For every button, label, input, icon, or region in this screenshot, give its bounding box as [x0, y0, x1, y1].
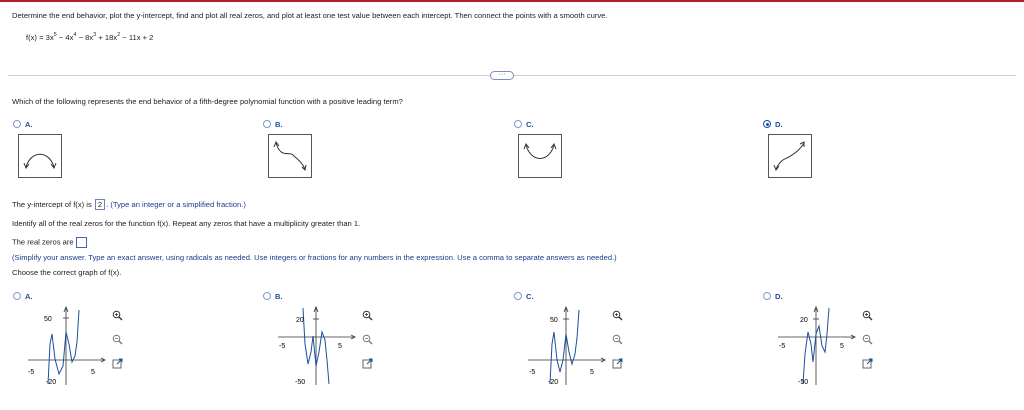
- top-accent-bar: [0, 0, 1024, 2]
- q1-option-d-radio[interactable]: [763, 120, 771, 128]
- graph-d-y-top: 20: [800, 317, 808, 324]
- q3-label-line: The real zeros are: [12, 237, 87, 248]
- q1-option-a-label[interactable]: A.: [25, 120, 33, 129]
- q1-prompt: Which of the following represents the end behavior of a fifth-degree polynomial function with a positive leading term?: [12, 97, 403, 106]
- graph-c-popout-icon[interactable]: [612, 358, 623, 369]
- graph-c-y-bottom: -20: [548, 379, 559, 386]
- graph-a-y-bottom: -20: [46, 379, 57, 386]
- graph-c-x-right: 5: [590, 369, 594, 376]
- q4-option-d-label[interactable]: D.: [775, 292, 783, 301]
- graph-d-zoom-out-icon[interactable]: [862, 334, 873, 345]
- q4-option-a-label[interactable]: A.: [25, 292, 33, 301]
- graph-b-x-right: 5: [338, 343, 342, 350]
- graph-option-c: [526, 304, 606, 386]
- q4-prompt: Choose the correct graph of f(x).: [12, 268, 122, 277]
- graph-option-a: [26, 304, 106, 386]
- q1-option-c-label[interactable]: C.: [526, 120, 534, 129]
- graph-d-zoom-in-icon[interactable]: [862, 310, 873, 321]
- q3-prompt: Identify all of the real zeros for the function f(x). Repeat any zeros that have a multiplicity greater than 1.: [12, 219, 361, 228]
- end-behavior-graph-c: [518, 134, 562, 178]
- q1-option-a-radio[interactable]: [13, 120, 21, 128]
- q4-option-b-label[interactable]: B.: [275, 292, 283, 301]
- graph-a-zoom-out-icon[interactable]: [112, 334, 123, 345]
- q3-hint: (Simplify your answer. Type an exact answer, using radicals as needed. Use integers or fractions for any numbers in the expression. Use a comma to separate answers as needed.): [12, 253, 617, 262]
- graph-d-x-left: -5: [779, 343, 786, 350]
- q2-line: The y-intercept of f(x) is 2 . (Type an integer or a simplified fraction.): [12, 200, 246, 209]
- end-behavior-graph-a: [18, 134, 62, 178]
- graph-b-popout-icon[interactable]: [362, 358, 373, 369]
- graph-b-y-bottom: -50: [295, 379, 306, 386]
- q4-option-a-radio[interactable]: [13, 292, 21, 300]
- graph-option-d: [776, 304, 856, 386]
- end-behavior-graph-d: [768, 134, 812, 178]
- real-zeros-input[interactable]: [76, 237, 87, 248]
- expand-more-button[interactable]: ···: [490, 71, 514, 80]
- graph-a-x-left: -5: [28, 369, 35, 376]
- graph-a-y-top: 50: [44, 316, 52, 323]
- graph-a-zoom-in-icon[interactable]: [112, 310, 123, 321]
- q4-option-d-radio[interactable]: [763, 292, 771, 300]
- graph-b-zoom-out-icon[interactable]: [362, 334, 373, 345]
- q1-option-c-radio[interactable]: [514, 120, 522, 128]
- q1-option-b-radio[interactable]: [263, 120, 271, 128]
- graph-c-zoom-out-icon[interactable]: [612, 334, 623, 345]
- q4-option-c-radio[interactable]: [514, 292, 522, 300]
- q4-option-c-label[interactable]: C.: [526, 292, 534, 301]
- graph-d-popout-icon[interactable]: [862, 358, 873, 369]
- graph-b-zoom-in-icon[interactable]: [362, 310, 373, 321]
- y-intercept-answer[interactable]: 2: [95, 199, 105, 210]
- q1-option-b-label[interactable]: B.: [275, 120, 283, 129]
- end-behavior-graph-b: [268, 134, 312, 178]
- graph-a-popout-icon[interactable]: [112, 358, 123, 369]
- q1-option-d-label[interactable]: D.: [775, 120, 783, 129]
- graph-b-x-left: -5: [279, 343, 286, 350]
- q4-option-b-radio[interactable]: [263, 292, 271, 300]
- instruction-text: Determine the end behavior, plot the y-intercept, find and plot all real zeros, and plot at least one test value between each intercept. Then connect the points with a smooth curve.: [12, 11, 608, 20]
- graph-d-y-bottom: -50: [798, 379, 809, 386]
- graph-c-y-top: 50: [550, 317, 558, 324]
- graph-c-zoom-in-icon[interactable]: [612, 310, 623, 321]
- q2-hint: (Type an integer or a simplified fraction.): [110, 200, 246, 209]
- graph-b-y-top: 20: [296, 317, 304, 324]
- graph-d-x-right: 5: [840, 343, 844, 350]
- graph-a-x-right: 5: [91, 369, 95, 376]
- function-expression: $f(x) = 3x^5 - 4x^4 - 8x^3 + 18x^2 - 11x + 2$: [26, 32, 154, 42]
- graph-option-b: [276, 304, 356, 386]
- graph-c-x-left: -5: [529, 369, 536, 376]
